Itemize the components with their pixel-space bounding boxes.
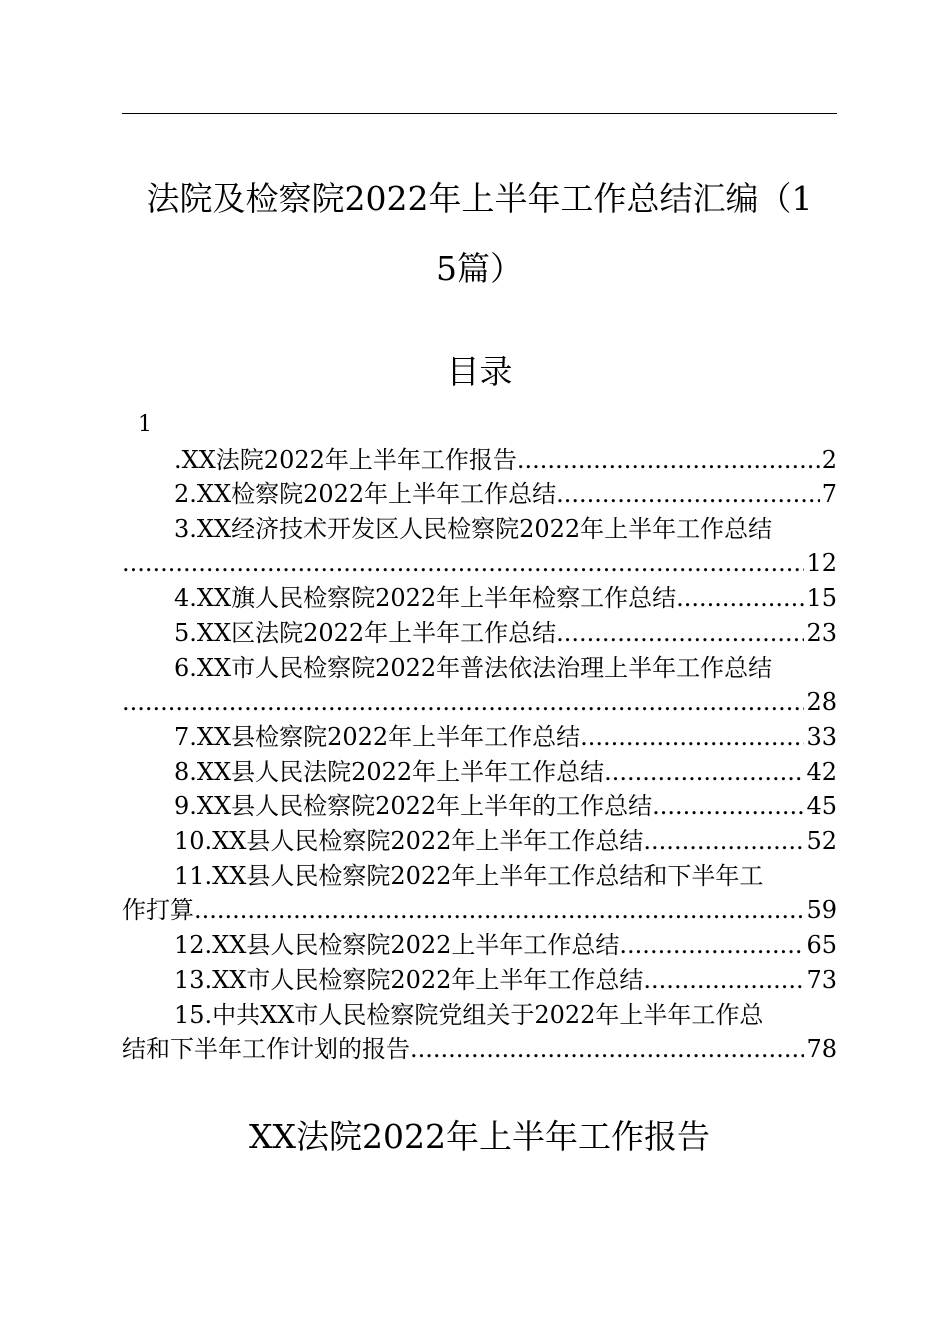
toc-page-number: 28 xyxy=(806,688,837,716)
toc-page-number: 45 xyxy=(806,792,837,820)
toc-entry-text: 6.XX市人民检察院2022年普法依法治理上半年工作总结 xyxy=(174,654,773,682)
toc-entry-text: 4.XX旗人民检察院2022年上半年检察工作总结 xyxy=(174,584,677,612)
toc-entry-text: 13.XX市人民检察院2022年上半年工作总结 xyxy=(174,966,644,994)
toc-page-number: 59 xyxy=(806,896,837,924)
toc-leader-dots xyxy=(643,963,804,997)
toc-entry-4[interactable] xyxy=(122,581,837,615)
toc-entry-15-line-1[interactable] xyxy=(122,998,837,1032)
header-rule xyxy=(122,113,837,114)
toc-entry-text: 3.XX经济技术开发区人民检察院2022年上半年工作总结 xyxy=(174,515,773,543)
toc-marker: 1 xyxy=(138,412,152,437)
toc-entry-7[interactable] xyxy=(122,720,837,754)
toc-page-number: 23 xyxy=(806,619,837,647)
toc-entry-text: 7.XX县检察院2022年上半年工作总结 xyxy=(174,723,581,751)
toc-entry-12[interactable] xyxy=(122,928,837,962)
toc-entry-13[interactable] xyxy=(122,963,837,997)
toc-entry-text: 15.中共XX市人民检察院党组关于2022年上半年工作总 xyxy=(174,1001,764,1029)
toc-entry-11-line-2[interactable] xyxy=(122,893,837,927)
toc-entry-2[interactable] xyxy=(122,477,837,511)
toc-leader-dots xyxy=(580,720,804,754)
toc-entry-11-line-1[interactable] xyxy=(122,859,837,893)
toc-page-number: 15 xyxy=(806,584,837,612)
toc-leader-dots xyxy=(122,546,804,580)
document-title-line-2: 5篇） xyxy=(436,249,523,288)
toc-entry-3-line-1[interactable] xyxy=(122,512,837,546)
toc-entry-text: .XX法院2022年上半年工作报告 xyxy=(174,446,517,474)
toc-leader-dots xyxy=(410,1032,804,1066)
toc-entry-15-line-2[interactable] xyxy=(122,1032,837,1066)
toc-entry-text: 12.XX县人民检察院2022上半年工作总结 xyxy=(174,931,620,959)
toc-entry-10[interactable] xyxy=(122,824,837,858)
toc-page-number: 2 xyxy=(821,446,837,474)
toc-entry-3-line-2[interactable] xyxy=(122,546,837,580)
toc-leader-dots xyxy=(652,789,804,823)
toc-leader-dots xyxy=(556,477,820,511)
toc-entry-text: 8.XX县人民法院2022年上半年工作总结 xyxy=(174,758,605,786)
toc-page-number: 73 xyxy=(806,966,837,994)
toc-page-number: 78 xyxy=(806,1035,837,1063)
toc-page-number: 65 xyxy=(806,931,837,959)
toc-leader-dots xyxy=(122,685,804,719)
toc-page-number: 33 xyxy=(806,723,837,751)
toc-entry-6-line-1[interactable] xyxy=(122,651,837,685)
toc-entry-text-continued: 作打算 xyxy=(122,896,194,924)
toc-heading: 目录 xyxy=(446,352,513,391)
toc-leader-dots xyxy=(194,893,804,927)
toc-leader-dots xyxy=(604,755,804,789)
toc-entry-text: 9.XX县人民检察院2022年上半年的工作总结 xyxy=(174,792,653,820)
toc-entry-5[interactable] xyxy=(122,616,837,650)
toc-entry-text: 5.XX区法院2022年上半年工作总结 xyxy=(174,619,557,647)
toc-leader-dots xyxy=(517,443,820,477)
toc-page-number: 7 xyxy=(821,480,837,508)
toc-entry-text: 11.XX县人民检察院2022年上半年工作总结和下半年工 xyxy=(174,862,764,890)
toc-entry-1[interactable] xyxy=(122,443,837,477)
document-title-line-1: 法院及检察院2022年上半年工作总结汇编（1 xyxy=(146,179,813,218)
toc-entry-text: 10.XX县人民检察院2022年上半年工作总结 xyxy=(174,827,644,855)
toc-leader-dots xyxy=(643,824,804,858)
toc-page-number: 52 xyxy=(806,827,837,855)
toc-leader-dots xyxy=(676,581,804,615)
toc-entry-6-line-2[interactable] xyxy=(122,685,837,719)
section-title: XX法院2022年上半年工作报告 xyxy=(249,1117,710,1156)
toc-leader-dots xyxy=(619,928,804,962)
toc-entry-text-continued: 结和下半年工作计划的报告 xyxy=(122,1035,410,1063)
toc-page-number: 42 xyxy=(806,758,837,786)
toc-leader-dots xyxy=(556,616,804,650)
toc-page-number: 12 xyxy=(806,549,837,577)
toc-entry-text: 2.XX检察院2022年上半年工作总结 xyxy=(174,480,557,508)
toc-entry-8[interactable] xyxy=(122,755,837,789)
toc-entry-9[interactable] xyxy=(122,789,837,823)
